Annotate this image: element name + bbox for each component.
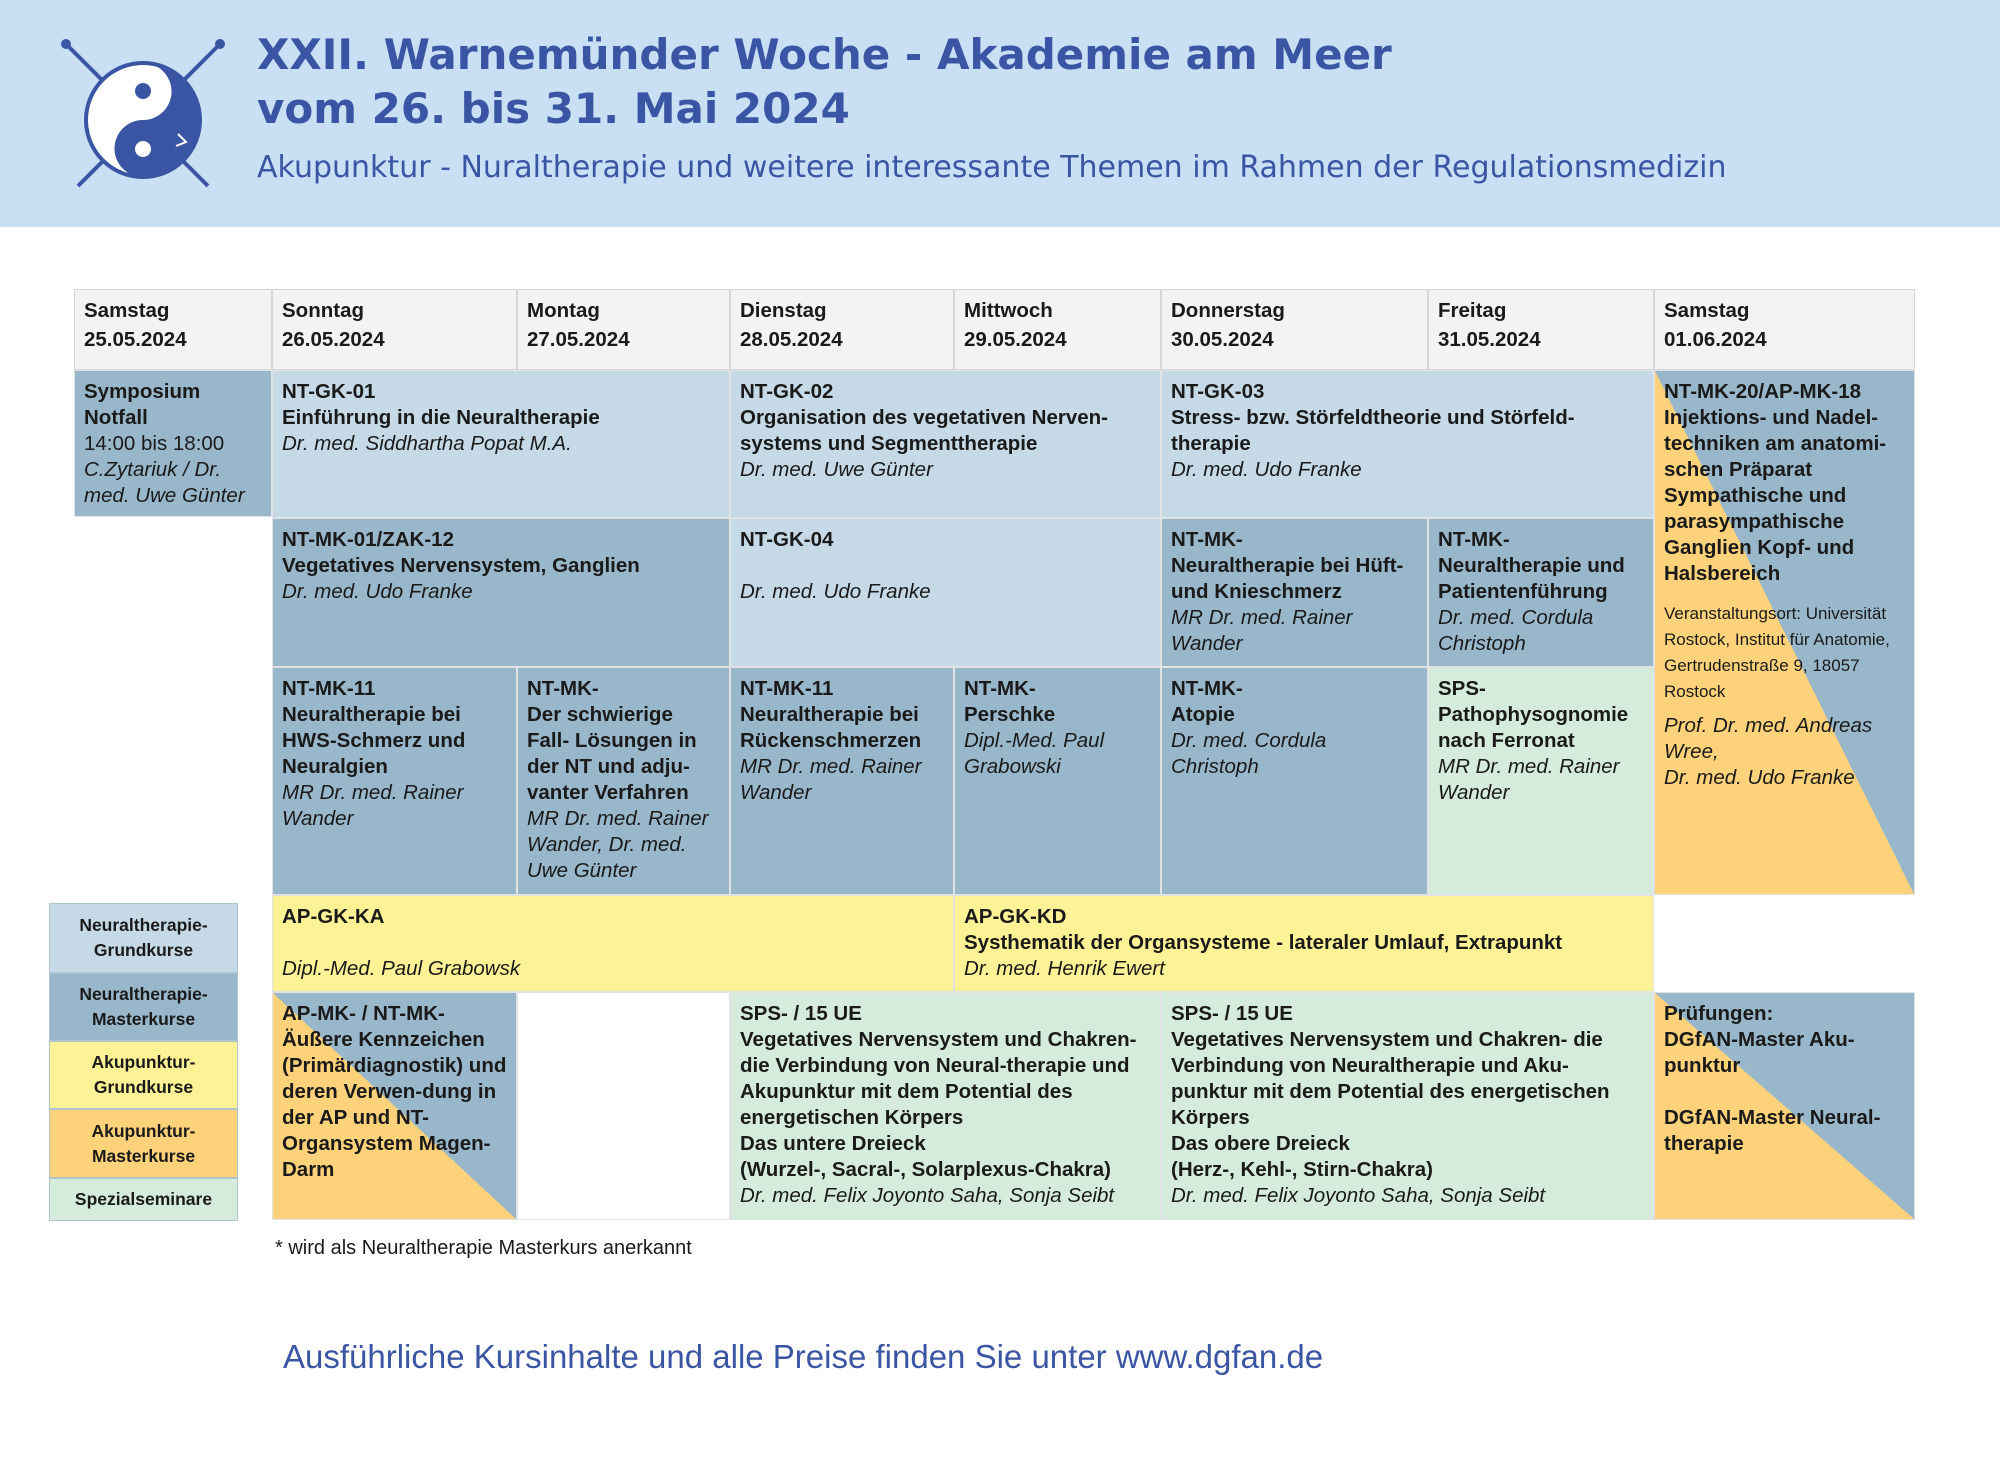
- course-sps-oberes-dreieck: SPS- / 15 UE Vegetatives Nervensystem und Chakren- die Verbindung von Neuraltherapie und Aku-punktur mit dem Potential des energetischen Körpers Das obere Dreieck (Herz-, Kehl-, Stirn-Chakra) Dr. med. Felix Joyonto Saha, Sonja Seibt: [1161, 992, 1654, 1220]
- day-header-sonntag: Sonntag 26.05.2024: [272, 289, 517, 370]
- course-ap-mk-nt-mk-magen-darm: AP-MK- / NT-MK- Äußere Kennzeichen (Primärdiagnostik) und deren Verwen-dung in der AP und NT- Organsystem Magen-Darm: [272, 992, 517, 1220]
- course-nt-mk-schwieriger-fall: NT-MK- Der schwierige Fall- Lösungen in der NT und adju-vanter Verfahren MR Dr. med. Rainer Wander, Dr. med. Uwe Günter: [517, 667, 730, 895]
- day-header-samstag-1: Samstag 25.05.2024: [74, 289, 272, 370]
- course-nt-gk-04: NT-GK-04 Dr. med. Udo Franke: [730, 518, 1161, 667]
- day-header-freitag: Freitag 31.05.2024: [1428, 289, 1654, 370]
- more-info-link[interactable]: Ausführliche Kursinhalte und alle Preise finden Sie unter www.dgfan.de: [283, 1338, 1324, 1375]
- course-pruefungen: Prüfungen: DGfAN-Master Aku-punktur DGfAN-Master Neural-therapie: [1654, 992, 1915, 1220]
- course-ap-gk-kd: AP-GK-KD Systhematik der Organsysteme - lateraler Umlauf, Extrapunkt Dr. med. Henrik Ewert: [954, 895, 1654, 992]
- course-symposium-notfall: Symposium Notfall 14:00 bis 18:00 C.Zytariuk / Dr. med. Uwe Günter: [74, 370, 272, 517]
- legend-neuraltherapie-masterkurse: Neuraltherapie-Masterkurse: [49, 973, 238, 1041]
- footnote: * wird als Neuraltherapie Masterkurs anerkannt: [275, 1237, 692, 1259]
- course-nt-gk-02: NT-GK-02 Organisation des vegetativen Nerven-systems und Segmenttherapie Dr. med. Uwe Günter: [730, 370, 1161, 518]
- day-header-samstag-2: Samstag 01.06.2024: [1654, 289, 1915, 370]
- course-nt-mk-11-hws: NT-MK-11 Neuraltherapie bei HWS-Schmerz und Neuralgien MR Dr. med. Rainer Wander: [272, 667, 517, 895]
- course-sps-unteres-dreieck: SPS- / 15 UE Vegetatives Nervensystem und Chakren- die Verbindung von Neural-therapie und Akupunktur mit dem Potential des energetischen Körpers Das untere Dreieck (Wurzel-, Sacral-, Solarplexus-Chakra) Dr. med. Felix Joyonto Saha, Sonja Seibt: [730, 992, 1161, 1220]
- acupuncture-needles-yin-yang-logo-icon: [58, 38, 228, 190]
- course-nt-gk-01: NT-GK-01 Einführung in die Neuraltherapie Dr. med. Siddhartha Popat M.A.: [272, 370, 730, 518]
- course-sps-pathophysognomie: SPS- Pathophysognomie nach Ferronat MR Dr. med. Rainer Wander: [1428, 667, 1654, 895]
- empty-cell-saturday-ap: [1654, 895, 1915, 992]
- page-subtitle: Akupunktur - Nuraltherapie und weitere interessante Themen im Rahmen der Regulationsmedizin: [257, 150, 1727, 185]
- course-nt-gk-03: NT-GK-03 Stress- bzw. Störfeldtheorie und Störfeld-therapie Dr. med. Udo Franke: [1161, 370, 1654, 518]
- page-title-dates: vom 26. bis 31. Mai 2024: [257, 84, 850, 133]
- empty-cell-monday: [517, 992, 730, 1220]
- day-header-dienstag: Dienstag 28.05.2024: [730, 289, 954, 370]
- legend-akupunktur-masterkurse: Akupunktur-Masterkurse: [49, 1109, 238, 1178]
- legend-spezialseminare: Spezialseminare: [49, 1178, 238, 1221]
- day-header-donnerstag: Donnerstag 30.05.2024: [1161, 289, 1428, 370]
- course-nt-mk-20-ap-mk-18: NT-MK-20/AP-MK-18 Injektions- und Nadel-techniken am anatomi-schen Präparat Sympathische und parasympathische Ganglien Kopf- und Halsbereich Veranstaltungsort: Universität Rostock, Institut für Anatomie, Gertrudenstraße 9, 18057 Rostock Prof. Dr. med. Andreas Wree, Dr. med. Udo Franke: [1654, 370, 1915, 895]
- course-ap-gk-ka: AP-GK-KA Dipl.-Med. Paul Grabowsk: [272, 895, 954, 992]
- course-nt-mk-01-zak-12: NT-MK-01/ZAK-12 Vegetatives Nervensystem, Ganglien Dr. med. Udo Franke: [272, 518, 730, 667]
- course-nt-mk-patientenfuehrung: NT-MK- Neuraltherapie und Patientenführung Dr. med. Cordula Christoph: [1428, 518, 1654, 667]
- legend-akupunktur-grundkurse: Akupunktur-Grundkurse: [49, 1041, 238, 1109]
- course-nt-mk-perschke: NT-MK- Perschke Dipl.-Med. Paul Grabowski: [954, 667, 1161, 895]
- course-nt-mk-atopie: NT-MK- Atopie Dr. med. Cordula Christoph: [1161, 667, 1428, 895]
- page-title: XXII. Warnemünder Woche - Akademie am Meer: [257, 30, 1392, 79]
- legend-neuraltherapie-grundkurse: Neuraltherapie-Grundkurse: [49, 903, 238, 973]
- course-nt-mk-hueft-knie: NT-MK- Neuraltherapie bei Hüft- und Knieschmerz MR Dr. med. Rainer Wander: [1161, 518, 1428, 667]
- header-banner: [0, 0, 2000, 227]
- day-header-mittwoch: Mittwoch 29.05.2024: [954, 289, 1161, 370]
- day-header-montag: Montag 27.05.2024: [517, 289, 730, 370]
- course-nt-mk-11-ruecken: NT-MK-11 Neuraltherapie bei Rückenschmerzen MR Dr. med. Rainer Wander: [730, 667, 954, 895]
